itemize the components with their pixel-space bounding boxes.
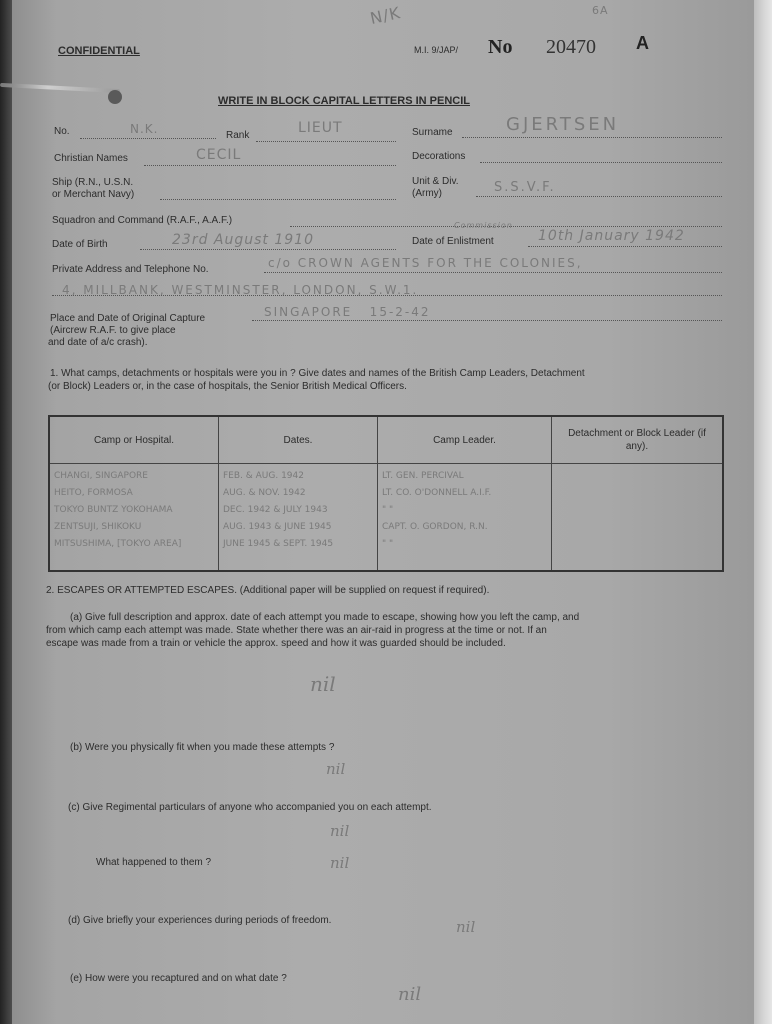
decorations-label: Decorations [412, 151, 466, 162]
corner-mark: 6A [592, 4, 609, 17]
dates-column [219, 464, 378, 572]
question-2-heading: 2. ESCAPES OR ATTEMPTED ESCAPES. (Additional paper will be supplied on request if required). [46, 585, 490, 596]
address-label: Private Address and Telephone No. [52, 264, 209, 275]
camp-table [48, 415, 724, 572]
detachment-column [552, 464, 724, 572]
table-cell: JUNE 1945 & SEPT. 1945 [223, 539, 334, 549]
confidential-label: CONFIDENTIAL [58, 45, 140, 57]
table-cell: MITSUSHIMA, [TOKYO AREA] [54, 539, 182, 549]
table-cell: CHANGI, SINGAPORE [54, 471, 148, 481]
capture-label-3: and date of a/c crash). [48, 337, 148, 348]
question-2a-text-3: escape was made from a train or vehicle the approx. speed and how it was guarded should be included. [46, 638, 506, 649]
page-edge [754, 0, 772, 1024]
form-number: 20470 [546, 36, 596, 58]
question-1-text: 1. What camps, detachments or hospitals were you in ? Give dates and names of the British Camp Leaders, Detachment [50, 368, 585, 379]
answer-2b: nil [326, 760, 346, 778]
table-cell: LT. CO. O'DONNELL A.I.F. [382, 488, 492, 498]
ship-label: Ship (R.N., U.S.N. [52, 177, 134, 188]
unit-label-2: (Army) [412, 188, 442, 199]
col-header-camp-leader: Camp Leader. [378, 416, 552, 464]
squadron-label: Squadron and Command (R.A.F., A.A.F.) [52, 215, 233, 226]
table-cell: FEB. & AUG. 1942 [223, 471, 304, 481]
no-label: No. [54, 126, 70, 137]
table-cell: DEC. 1942 & JULY 1943 [223, 505, 328, 515]
dob-label: Date of Birth [52, 239, 108, 250]
leader-column [378, 464, 552, 572]
table-cell: AUG. & NOV. 1942 [223, 488, 306, 498]
form-suffix: A [636, 33, 649, 53]
instruction-heading: WRITE IN BLOCK CAPITAL LETTERS IN PENCIL [218, 95, 470, 107]
surname-value: GJERTSEN [506, 114, 620, 135]
col-header-camp: Camp or Hospital. [49, 416, 219, 464]
capture-value: SINGAPORE 15-2-42 [264, 305, 431, 319]
question-2a-text-2: from which camp each attempt was made. State whether there was an air-raid in progress at the time or not. If an [46, 625, 547, 636]
address-line-2: 4, MILLBANK, WESTMINSTER, LONDON, S.W.1. [62, 283, 419, 297]
enlistment-note: Commission [454, 221, 513, 230]
capture-label-2: (Aircrew R.A.F. to give place [50, 325, 176, 336]
punch-hole [108, 90, 122, 104]
answer-2e: nil [398, 984, 422, 1005]
table-cell: TOKYO BUNTZ YOKOHAMA [54, 505, 173, 515]
ship-label-2: or Merchant Navy) [52, 189, 135, 200]
table-cell: HEITO, FORMOSA [54, 488, 133, 498]
unit-label: Unit & Div. [412, 176, 459, 187]
question-2c-text: (c) Give Regimental particulars of anyone who accompanied you on each attempt. [68, 802, 432, 813]
question-2e-text: (e) How were you recaptured and on what date ? [70, 973, 287, 984]
address-line-1: c/o CROWN AGENTS FOR THE COLONIES, [268, 256, 583, 270]
answer-2c-followup: nil [330, 854, 350, 872]
col-header-dates: Dates. [219, 416, 378, 464]
table-cell: AUG. 1943 & JUNE 1945 [223, 522, 332, 532]
table-cell: " " [382, 505, 394, 515]
enlistment-label: Date of Enlistment [412, 236, 494, 247]
table-body [49, 464, 723, 572]
table-cell: " " [382, 539, 394, 549]
answer-2d: nil [456, 918, 476, 936]
dob-value: 23rd August 1910 [172, 232, 314, 248]
answer-2c: nil [330, 822, 350, 840]
number-symbol: No [488, 36, 513, 58]
table-cell: LT. GEN. PERCIVAL [382, 471, 464, 481]
pencil-mark: N/K [368, 2, 403, 29]
answer-2a: nil [310, 672, 336, 696]
form-code: M.I. 9/JAP/ [414, 45, 459, 55]
question-2a-text: (a) Give full description and approx. date of each attempt you made to escape, showing how you left the camp, and [70, 612, 580, 623]
rank-value: LIEUT [298, 120, 343, 136]
camp-column [49, 464, 219, 572]
table-cell: ZENTSUJI, SHIKOKU [54, 522, 142, 532]
table-cell: CAPT. O. GORDON, R.N. [382, 522, 488, 532]
enlistment-value: 10th January 1942 [538, 228, 685, 244]
question-2d-text: (d) Give briefly your experiences during periods of freedom. [68, 915, 332, 926]
no-value: N.K. [130, 122, 159, 136]
question-2b-text: (b) Were you physically fit when you made these attempts ? [70, 742, 335, 753]
unit-value: S.S.V.F. [494, 180, 556, 195]
rank-label: Rank [226, 130, 250, 141]
question-2c-followup: What happened to them ? [96, 857, 212, 868]
col-header-detachment: Detachment or Block Leader (if any). [552, 416, 724, 464]
capture-label: Place and Date of Original Capture [50, 313, 206, 324]
christian-names-value: CECIL [196, 147, 242, 163]
surname-label: Surname [412, 127, 453, 138]
question-1-text-2: (or Block) Leaders or, in the case of hospitals, the Senior British Medical Officers. [48, 381, 407, 392]
christian-names-label: Christian Names [54, 153, 128, 164]
